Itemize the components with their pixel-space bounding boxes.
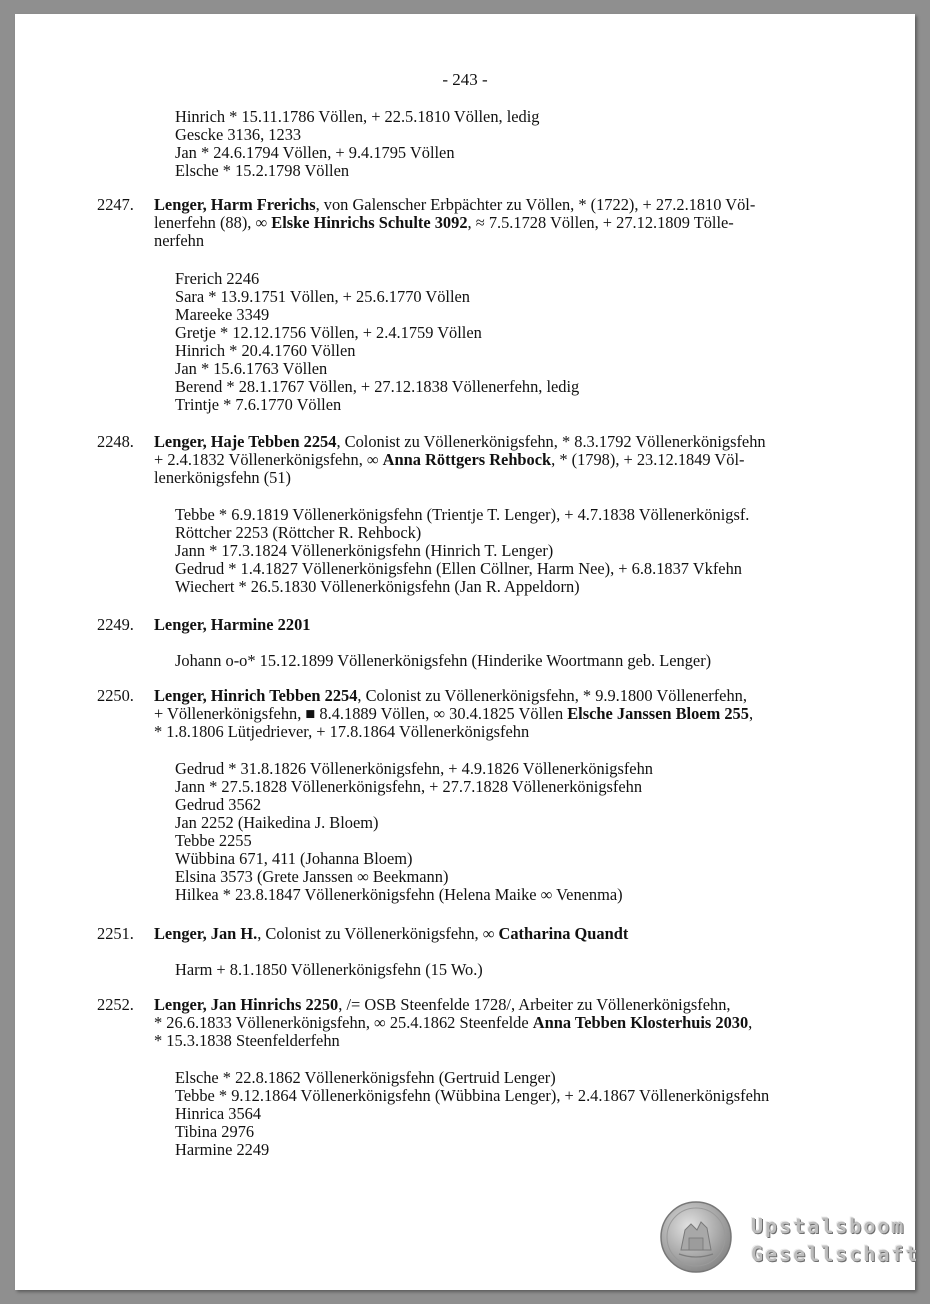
entry-number: 2249. [97, 615, 134, 634]
entry-text: lenerfehn (88), ∞ [154, 213, 272, 232]
child-entry: Elsche * 22.8.1862 Völlenerkönigsfehn (Gertruid Lenger) [175, 1068, 556, 1087]
child-entry: Hilkea * 23.8.1847 Völlenerkönigsfehn (Helena Maike ∞ Venenma) [175, 885, 623, 904]
entry-text: , [748, 1013, 753, 1032]
entry-text: + Völlenerkönigsfehn, ■ 8.4.1889 Völlen, ∞ 30.4.1825 Völlen [154, 704, 568, 723]
person-name: Anna Tebben Klosterhuis 2030 [532, 1013, 749, 1032]
entry-text: , ≈ 7.5.1728 Völlen, + 27.12.1809 Tölle- [467, 213, 734, 232]
entry-text: , Colonist zu Völlenerkönigsfehn, * 8.3.1792 Völlenerkönigsfehn [336, 432, 766, 451]
child-entry: Wübbina 671, 411 (Johanna Bloem) [175, 849, 413, 868]
entry-number: 2252. [97, 995, 134, 1014]
child-entry: Gedrud * 1.4.1827 Völlenerkönigsfehn (Ellen Cöllner, Harm Nee), + 6.8.1837 Vkfehn [175, 559, 742, 578]
entry-heading-line [154, 469, 291, 487]
entry-heading-line [154, 925, 628, 943]
person-name: Elsche Janssen Bloem 255 [567, 704, 749, 723]
child-entry: Mareeke 3349 [175, 305, 270, 324]
child-entry: Tebbe * 9.12.1864 Völlenerkönigsfehn (Wübbina Lenger), + 2.4.1867 Völlenerkönigsfehn [175, 1086, 770, 1105]
person-name: Lenger, Haje Tebben 2254 [154, 432, 337, 451]
child-entry: Jan * 15.6.1763 Völlen [175, 359, 328, 378]
entry-text: nerfehn [154, 231, 205, 250]
entry-heading-line [154, 232, 204, 250]
person-name: Lenger, Jan Hinrichs 2250 [154, 995, 339, 1014]
entry-text: * 1.8.1806 Lütjedriever, + 17.8.1864 Völlenerkönigsfehn [154, 722, 530, 741]
entry-text: , von Galenscher Erbpächter zu Völlen, * (1722), + 27.2.1810 Völ- [315, 195, 756, 214]
continuation-line: Elsche * 15.2.1798 Völlen [175, 161, 350, 180]
document-page [15, 14, 920, 1290]
entry-number: 2251. [97, 924, 134, 943]
continuation-line: Hinrich * 15.11.1786 Völlen, + 22.5.1810 Völlen, ledig [175, 107, 540, 126]
seal-emblem-icon [659, 1200, 733, 1274]
entry-text: * 15.3.1838 Steenfelderfehn [154, 1031, 340, 1050]
entry-heading-line [154, 451, 744, 469]
entry-heading-line [154, 1032, 340, 1050]
entry-heading-line [154, 996, 731, 1014]
entry-heading-line [154, 1014, 752, 1032]
entry-heading-line [154, 687, 747, 705]
entry-heading-line [154, 616, 310, 634]
child-entry: Tebbe * 6.9.1819 Völlenerkönigsfehn (Trientje T. Lenger), + 4.7.1838 Völlenerkönigsf. [175, 505, 750, 524]
child-entry: Jann * 17.3.1824 Völlenerkönigsfehn (Hinrich T. Lenger) [175, 541, 554, 560]
person-name: Lenger, Harm Frerichs [154, 195, 316, 214]
child-entry: Hinrich * 20.4.1760 Völlen [175, 341, 356, 360]
entry-heading-line [154, 196, 755, 214]
entry-text: , Colonist zu Völlenerkönigsfehn, * 9.9.1800 Völlenerfehn, [357, 686, 747, 705]
entry-text: , Colonist zu Völlenerkönigsfehn, ∞ [257, 924, 499, 943]
child-entry: Röttcher 2253 (Röttcher R. Rehbock) [175, 523, 422, 542]
child-entry: Wiechert * 26.5.1830 Völlenerkönigsfehn (Jan R. Appeldorn) [175, 577, 580, 596]
entry-text: , [748, 704, 754, 723]
continuation-line: Gescke 3136, 1233 [175, 125, 302, 144]
person-name: Elske Hinrichs Schulte 3092 [271, 213, 468, 232]
child-entry: Gretje * 12.12.1756 Völlen, + 2.4.1759 Völlen [175, 323, 482, 342]
entry-text: * 26.6.1833 Völlenerkönigsfehn, ∞ 25.4.1862 Steenfelde [154, 1013, 533, 1032]
child-entry: Elsina 3573 (Grete Janssen ∞ Beekmann) [175, 867, 449, 886]
entry-number: 2248. [97, 432, 134, 451]
child-entry: Jan 2252 (Haikedina J. Bloem) [175, 813, 379, 832]
person-name: Lenger, Hinrich Tebben 2254 [154, 686, 358, 705]
child-entry: Sara * 13.9.1751 Völlen, + 25.6.1770 Völlen [175, 287, 470, 306]
person-name: Anna Röttgers Rehbock [382, 450, 552, 469]
person-name: Catharina Quandt [498, 924, 629, 943]
child-entry: Trintje * 7.6.1770 Völlen [175, 395, 342, 414]
child-entry: Frerich 2246 [175, 269, 260, 288]
page-number: - 243 - [442, 70, 488, 89]
child-entry: Gedrud 3562 [175, 795, 262, 814]
child-entry: Gedrud * 31.8.1826 Völlenerkönigsfehn, + 4.9.1826 Völlenerkönigsfehn [175, 759, 653, 778]
entry-text: + 2.4.1832 Völlenerkönigsfehn, ∞ [154, 450, 383, 469]
child-entry: Berend * 28.1.1767 Völlen, + 27.12.1838 Völlenerfehn, ledig [175, 377, 580, 396]
child-entry: Jann * 27.5.1828 Völlenerkönigsfehn, + 27.7.1828 Völlenerkönigsfehn [175, 777, 643, 796]
logo-line-1: Upstalsboom [751, 1214, 906, 1238]
child-entry: Harm + 8.1.1850 Völlenerkönigsfehn (15 Wo.) [175, 960, 483, 979]
entry-heading-line [154, 214, 734, 232]
entry-text: , /= OSB Steenfelde 1728/, Arbeiter zu Völlenerkönigsfehn, [338, 995, 731, 1014]
entry-number: 2250. [97, 686, 134, 705]
entry-heading-line [154, 705, 753, 723]
entry-text: lenerkönigsfehn (51) [154, 468, 291, 487]
logo-line-2: Gesellschaft [751, 1242, 920, 1266]
entry-number: 2247. [97, 195, 134, 214]
person-name: Lenger, Harmine 2201 [154, 615, 311, 634]
continuation-line: Jan * 24.6.1794 Völlen, + 9.4.1795 Völlen [175, 143, 455, 162]
entry-text: , * (1798), + 23.12.1849 Völ- [551, 450, 745, 469]
child-entry: Johann o-o* 15.12.1899 Völlenerkönigsfehn (Hinderike Woortmann geb. Lenger) [175, 651, 712, 670]
entry-heading-line [154, 433, 766, 451]
child-entry: Tibina 2976 [175, 1122, 255, 1141]
child-entry: Tebbe 2255 [175, 831, 252, 850]
child-entry: Harmine 2249 [175, 1140, 270, 1159]
entry-heading-line [154, 723, 529, 741]
person-name: Lenger, Jan H. [154, 924, 258, 943]
child-entry: Hinrica 3564 [175, 1104, 262, 1123]
